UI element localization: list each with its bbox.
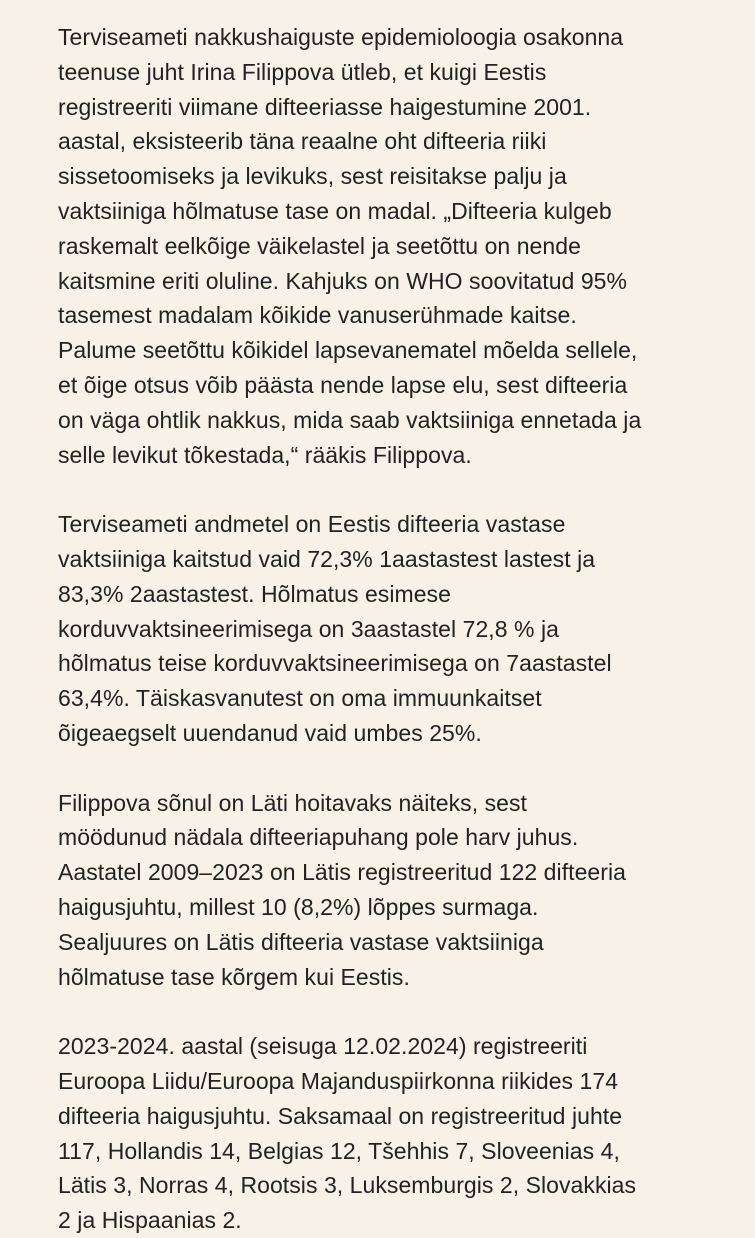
- text-line: hõlmatuse tase kõrgem kui Eestis.: [58, 963, 410, 990]
- text-line: möödunud nädala difteeriapuhang pole harv juhus.: [58, 824, 579, 851]
- text-line: 63,4%. Täiskasvanutest on oma immuunkaitset: [58, 685, 542, 712]
- text-line: raskemalt eelkõige väikelastel ja seetõttu on nende: [58, 232, 581, 259]
- text-line: teenuse juht Irina Filippova ütleb, et kuigi Eestis: [58, 58, 547, 85]
- text-line: kaitsmine eriti oluline. Kahjuks on WHO soovitatud 95%: [58, 267, 628, 294]
- text-line: hõlmatus teise korduvvaktsineerimisega on 7aastastel: [58, 650, 612, 677]
- text-line: Palume seetõttu kõikidel lapsevanematel mõelda sellele,: [58, 337, 638, 364]
- text-line: Aastatel 2009–2023 on Lätis registreeritud 122 difteeria: [58, 859, 626, 886]
- text-line: Sealjuures on Lätis difteeria vastase vaktsiiniga: [58, 928, 544, 955]
- text-line: vaktsiiniga hõlmatuse tase on madal. „Difteeria kulgeb: [58, 197, 612, 224]
- article-paragraph-2: [58, 507, 697, 751]
- text-line: 2 ja Hispaanias 2.: [58, 1207, 242, 1234]
- text-line: 2023-2024. aastal (seisuga 12.02.2024) registreeriti: [58, 1033, 588, 1060]
- text-line: difteeria haigusjuhtu. Saksamaal on registreeritud juhte: [58, 1102, 623, 1129]
- text-line: 83,3% 2aastastest. Hõlmatus esimese: [58, 580, 451, 607]
- text-line: aastal, eksisteerib täna reaalne oht difteeria riiki: [58, 128, 547, 155]
- text-line: Euroopa Liidu/Euroopa Majanduspiirkonna riikides 174: [58, 1067, 619, 1094]
- article-paragraph-1: [58, 20, 697, 472]
- text-line: Filippova sõnul on Läti hoitavaks näiteks, sest: [58, 789, 527, 816]
- text-line: õigeaegselt uuendanud vaid umbes 25%.: [58, 719, 482, 746]
- text-line: sissetoomiseks ja levikuks, sest reisitakse palju ja: [58, 163, 567, 190]
- text-line: on väga ohtlik nakkus, mida saab vaktsiiniga ennetada ja: [58, 406, 642, 433]
- text-line: Lätis 3, Norras 4, Rootsis 3, Luksemburgis 2, Slovakkias: [58, 1172, 637, 1199]
- text-line: 117, Hollandis 14, Belgias 12, Tšehhis 7, Sloveenias 4,: [58, 1137, 620, 1164]
- text-line: Terviseameti andmetel on Eestis difteeria vastase: [58, 511, 566, 538]
- text-line: tasemest madalam kõikide vanuserühmade kaitse.: [58, 302, 577, 329]
- article-paragraph-3: [58, 786, 697, 995]
- text-line: vaktsiiniga kaitstud vaid 72,3% 1aastastest lastest ja: [58, 545, 596, 572]
- text-line: et õige otsus võib päästa nende lapse elu, sest difteeria: [58, 371, 628, 398]
- text-line: registreeriti viimane difteeriasse haigestumine 2001.: [58, 93, 592, 120]
- text-line: haigusjuhtu, millest 10 (8,2%) lõppes surmaga.: [58, 893, 539, 920]
- article-paragraph-4: [58, 1029, 697, 1238]
- text-line: selle levikut tõkestada,“ rääkis Filippova.: [58, 441, 472, 468]
- text-line: Terviseameti nakkushaiguste epidemioloogia osakonna: [58, 24, 624, 50]
- text-line: korduvvaktsineerimisega on 3aastastel 72,8 % ja: [58, 615, 559, 642]
